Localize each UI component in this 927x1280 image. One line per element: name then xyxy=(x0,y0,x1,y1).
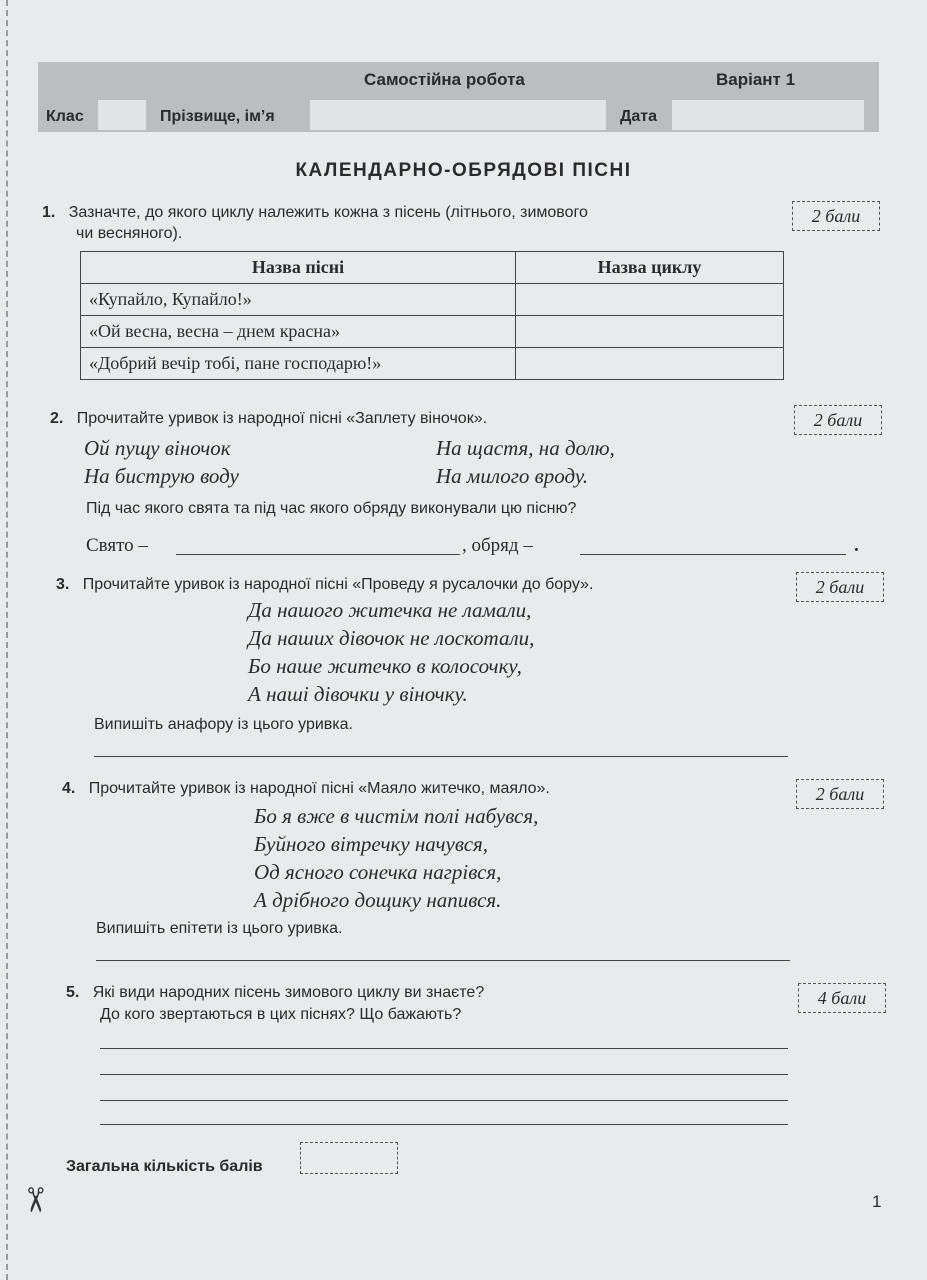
work-title: Самостійна робота xyxy=(364,70,525,89)
task-4-question: Випишіть епітети із цього уривка. xyxy=(96,920,343,937)
task-2-verse-right xyxy=(436,434,615,490)
verse-line: Бо я вже в чистім полі набувся, xyxy=(254,804,539,828)
task-2-verse-left xyxy=(84,434,239,490)
task-3-text: Прочитайте уривок із народної пісні «Проведу я русалочки до бору». xyxy=(82,576,594,593)
task-5-answer-line[interactable] xyxy=(100,1074,788,1075)
total-score-box[interactable] xyxy=(300,1142,398,1174)
task-4-number: 4. xyxy=(62,780,76,797)
task-1-score: 2 бали xyxy=(792,201,880,231)
verse-line: Буйного вітречку начувся, xyxy=(254,832,489,856)
table-header-row xyxy=(81,252,784,284)
variant-label: Варіант 1 xyxy=(716,70,796,89)
name-label: Прізвище, ім’я xyxy=(160,108,275,125)
holiday-answer-line[interactable] xyxy=(176,554,460,555)
task-5-number: 5. xyxy=(66,984,80,1001)
task-2 xyxy=(50,408,487,429)
task-3-score: 2 бали xyxy=(796,572,884,602)
header-bar xyxy=(38,62,879,132)
songs-table xyxy=(80,251,784,380)
rite-answer-line[interactable] xyxy=(580,554,846,555)
holiday-label: Свято – xyxy=(86,535,148,556)
end-dot: . xyxy=(854,535,859,556)
task-5-text-line2: До кого звертаються в цих піснях? Що бажають? xyxy=(100,1006,462,1023)
cut-line xyxy=(6,0,8,1280)
cycle-answer-cell[interactable] xyxy=(516,348,784,380)
song-name-cell: «Купайло, Купайло!» xyxy=(81,284,516,316)
task-2-score: 2 бали xyxy=(794,405,882,435)
scissors-icon: ✂ xyxy=(14,1185,55,1215)
task-4-text: Прочитайте уривок із народної пісні «Маяло житечко, маяло». xyxy=(88,780,550,797)
task-5-answer-line[interactable] xyxy=(100,1124,788,1125)
total-score-label: Загальна кількість балів xyxy=(66,1158,263,1175)
task-2-number: 2. xyxy=(50,410,64,427)
header-song-name: Назва пісні xyxy=(81,252,516,284)
task-4 xyxy=(62,778,550,799)
verse-line: На биструю воду xyxy=(84,464,239,488)
task-2-text: Прочитайте уривок із народної пісні «Заплету віночок». xyxy=(76,410,488,427)
task-3-question: Випишіть анафору із цього уривка. xyxy=(94,716,353,733)
class-label: Клас xyxy=(46,108,84,125)
verse-line: Ой пущу віночок xyxy=(84,436,231,460)
task-4-answer-line[interactable] xyxy=(96,960,790,961)
date-label: Дата xyxy=(620,108,658,125)
date-field[interactable] xyxy=(672,100,864,130)
song-name-cell: «Добрий вечір тобі, пане господарю!» xyxy=(81,348,516,380)
task-5-text-line1: Які види народних пісень зимового циклу ви знаєте? xyxy=(92,984,485,1001)
verse-line: Од ясного сонечка нагрівся, xyxy=(254,860,502,884)
verse-line: Да нашого житечка не ламали, xyxy=(248,598,532,622)
verse-line: А дрібного дощику напився. xyxy=(254,888,502,912)
task-2-question: Під час якого свята та під час якого обряду виконували цю пісню? xyxy=(86,500,577,517)
task-3 xyxy=(56,574,593,595)
task-5-answer-line[interactable] xyxy=(100,1048,788,1049)
task-5-answer-line[interactable] xyxy=(100,1100,788,1101)
task-1-text-line1: Зазначте, до якого циклу належить кожна з пісень (літнього, зимового xyxy=(68,204,588,221)
task-4-score: 2 бали xyxy=(796,779,884,809)
table-row xyxy=(81,316,784,348)
verse-line: Бо наше житечко в колосочку, xyxy=(248,654,522,678)
song-name-cell: «Ой весна, весна – днем красна» xyxy=(81,316,516,348)
task-3-number: 3. xyxy=(56,576,70,593)
cycle-answer-cell[interactable] xyxy=(516,316,784,348)
verse-line: А наші дівочки у віночку. xyxy=(248,682,468,706)
task-3-verse xyxy=(248,596,534,708)
page-title: КАЛЕНДАРНО-ОБРЯДОВІ ПІСНІ xyxy=(295,160,632,181)
name-field[interactable] xyxy=(310,100,606,130)
task-1 xyxy=(42,202,762,244)
table-row xyxy=(81,348,784,380)
page-number: 1 xyxy=(872,1192,882,1211)
verse-line: На милого вроду. xyxy=(436,464,589,488)
task-3-answer-line[interactable] xyxy=(94,756,788,757)
task-5-score: 4 бали xyxy=(798,983,886,1013)
verse-line: Да наших дівочок не лоскотали, xyxy=(248,626,535,650)
class-field[interactable] xyxy=(98,100,146,130)
task-4-verse xyxy=(254,802,538,914)
rite-label: , обряд – xyxy=(462,535,533,556)
task-1-text-line2: чи весняного). xyxy=(76,225,183,242)
task-5 xyxy=(66,982,484,1026)
table-row xyxy=(81,284,784,316)
cycle-answer-cell[interactable] xyxy=(516,284,784,316)
task-1-number: 1. xyxy=(42,204,56,221)
header-cycle-name: Назва циклу xyxy=(516,252,784,284)
verse-line: На щастя, на долю, xyxy=(436,436,615,460)
